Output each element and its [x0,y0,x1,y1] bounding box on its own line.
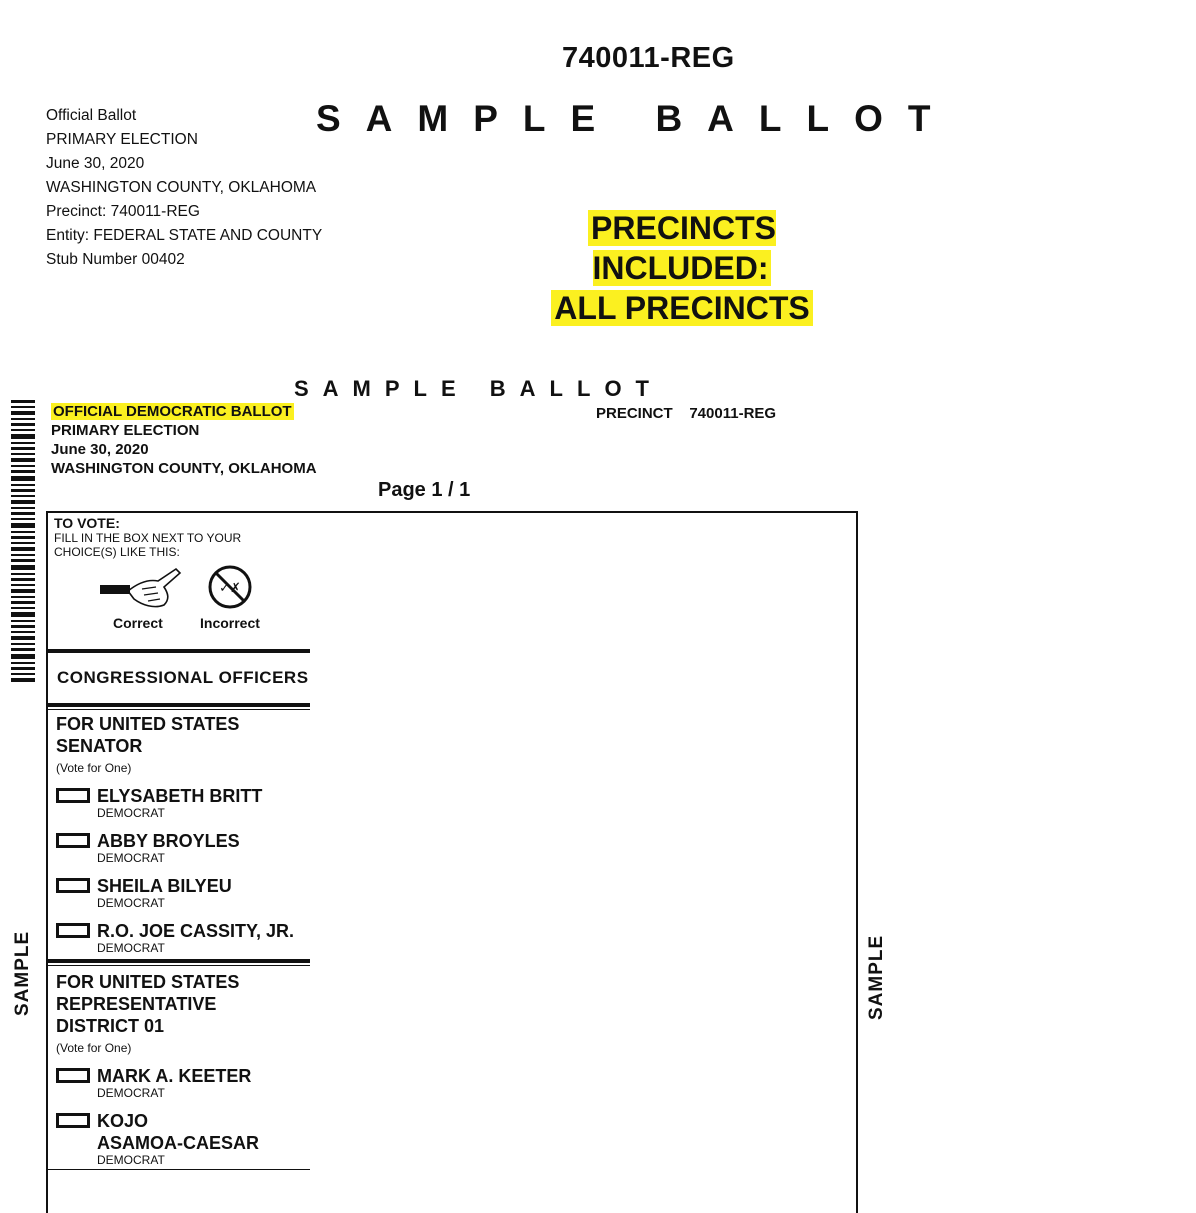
candidate-name: MARK A. KEETER [97,1066,252,1086]
candidate-name: ELYSABETH BRITT [97,786,263,806]
correct-mark-icon [98,565,184,615]
vote-checkbox[interactable] [56,878,90,893]
ballot-column [48,513,310,1193]
ballot-id-heading: 740011-REG [562,42,735,74]
vote-checkbox[interactable] [56,923,90,938]
correct-label: Correct [113,615,163,631]
incorrect-label: Incorrect [200,615,260,631]
precincts-included-note [498,208,866,328]
candidate-name: SHEILA BILYEU [97,876,232,896]
section-heading: CONGRESSIONAL OFFICERS [57,668,309,687]
to-vote-title: TO VOTE: [54,515,120,531]
incorrect-mark-icon [206,563,254,611]
vote-for-note: (Vote for One) [56,1041,132,1055]
candidate-name-line2: ASAMOA-CAESAR [97,1133,259,1153]
ballot-header-block [51,402,317,478]
race-us-representative [48,971,310,1055]
election-label: PRIMARY ELECTION [51,422,200,439]
precinct-label [596,405,776,422]
voting-examples [48,559,310,651]
to-vote-line2: CHOICE(S) LIKE THIS: [54,545,180,559]
race-title-line1: FOR UNITED STATES [56,972,240,992]
precinct-label-text: PRECINCT [596,405,673,422]
info-line: Stub Number 00402 [46,251,185,268]
election-date: June 30, 2020 [51,441,149,458]
candidate-party: DEMOCRAT [97,806,165,820]
race-title-line1: FOR UNITED STATES [56,714,240,734]
to-vote-line1: FILL IN THE BOX NEXT TO YOUR [54,531,242,545]
vote-checkbox[interactable] [56,1068,90,1083]
candidate-name: R.O. JOE CASSITY, JR. [97,921,295,941]
county-label: WASHINGTON COUNTY, OKLAHOMA [51,460,317,477]
official-ballot-label: OFFICIAL DEMOCRATIC BALLOT [53,403,292,420]
info-line: Official Ballot [46,107,137,124]
candidate-name: KOJO [97,1111,149,1131]
race-us-senator [48,713,310,775]
vote-checkbox[interactable] [56,1113,90,1128]
barcode-image [11,400,35,686]
candidate-name: ABBY BROYLES [97,831,240,851]
info-line: June 30, 2020 [46,155,145,172]
info-line: Entity: FEDERAL STATE AND COUNTY [46,227,323,244]
candidate-party: DEMOCRAT [97,896,165,910]
vote-checkbox[interactable] [56,788,90,803]
precinct-value: 740011-REG [689,405,777,422]
side-sample-label-left: SAMPLE [12,930,33,1016]
race-title-line2: REPRESENTATIVE [56,994,217,1014]
race-title-line3: DISTRICT 01 [56,1016,165,1036]
side-sample-label-right: SAMPLE [866,934,887,1020]
vote-checkbox[interactable] [56,833,90,848]
vote-for-note: (Vote for One) [56,761,132,775]
svg-text:✓✗: ✓✗ [219,581,241,596]
race-title-line2: SENATOR [56,736,143,756]
info-line: WASHINGTON COUNTY, OKLAHOMA [46,179,317,196]
candidate-party: DEMOCRAT [97,1086,165,1100]
precincts-included-label: PRECINCTS INCLUDED: [588,210,776,286]
candidate-party: DEMOCRAT [97,941,165,955]
ballot-info-block [46,104,322,272]
info-line: Precinct: 740011-REG [46,203,200,220]
all-precincts-label: ALL PRECINCTS [551,290,812,326]
info-line: PRIMARY ELECTION [46,131,198,148]
sample-ballot-title: SAMPLE BALLOT [316,98,956,139]
candidate-party: DEMOCRAT [97,851,165,865]
ballot-sample-title: SAMPLE BALLOT [294,376,663,401]
candidate-party: DEMOCRAT [97,1153,165,1167]
page-number: Page 1 / 1 [378,479,471,501]
